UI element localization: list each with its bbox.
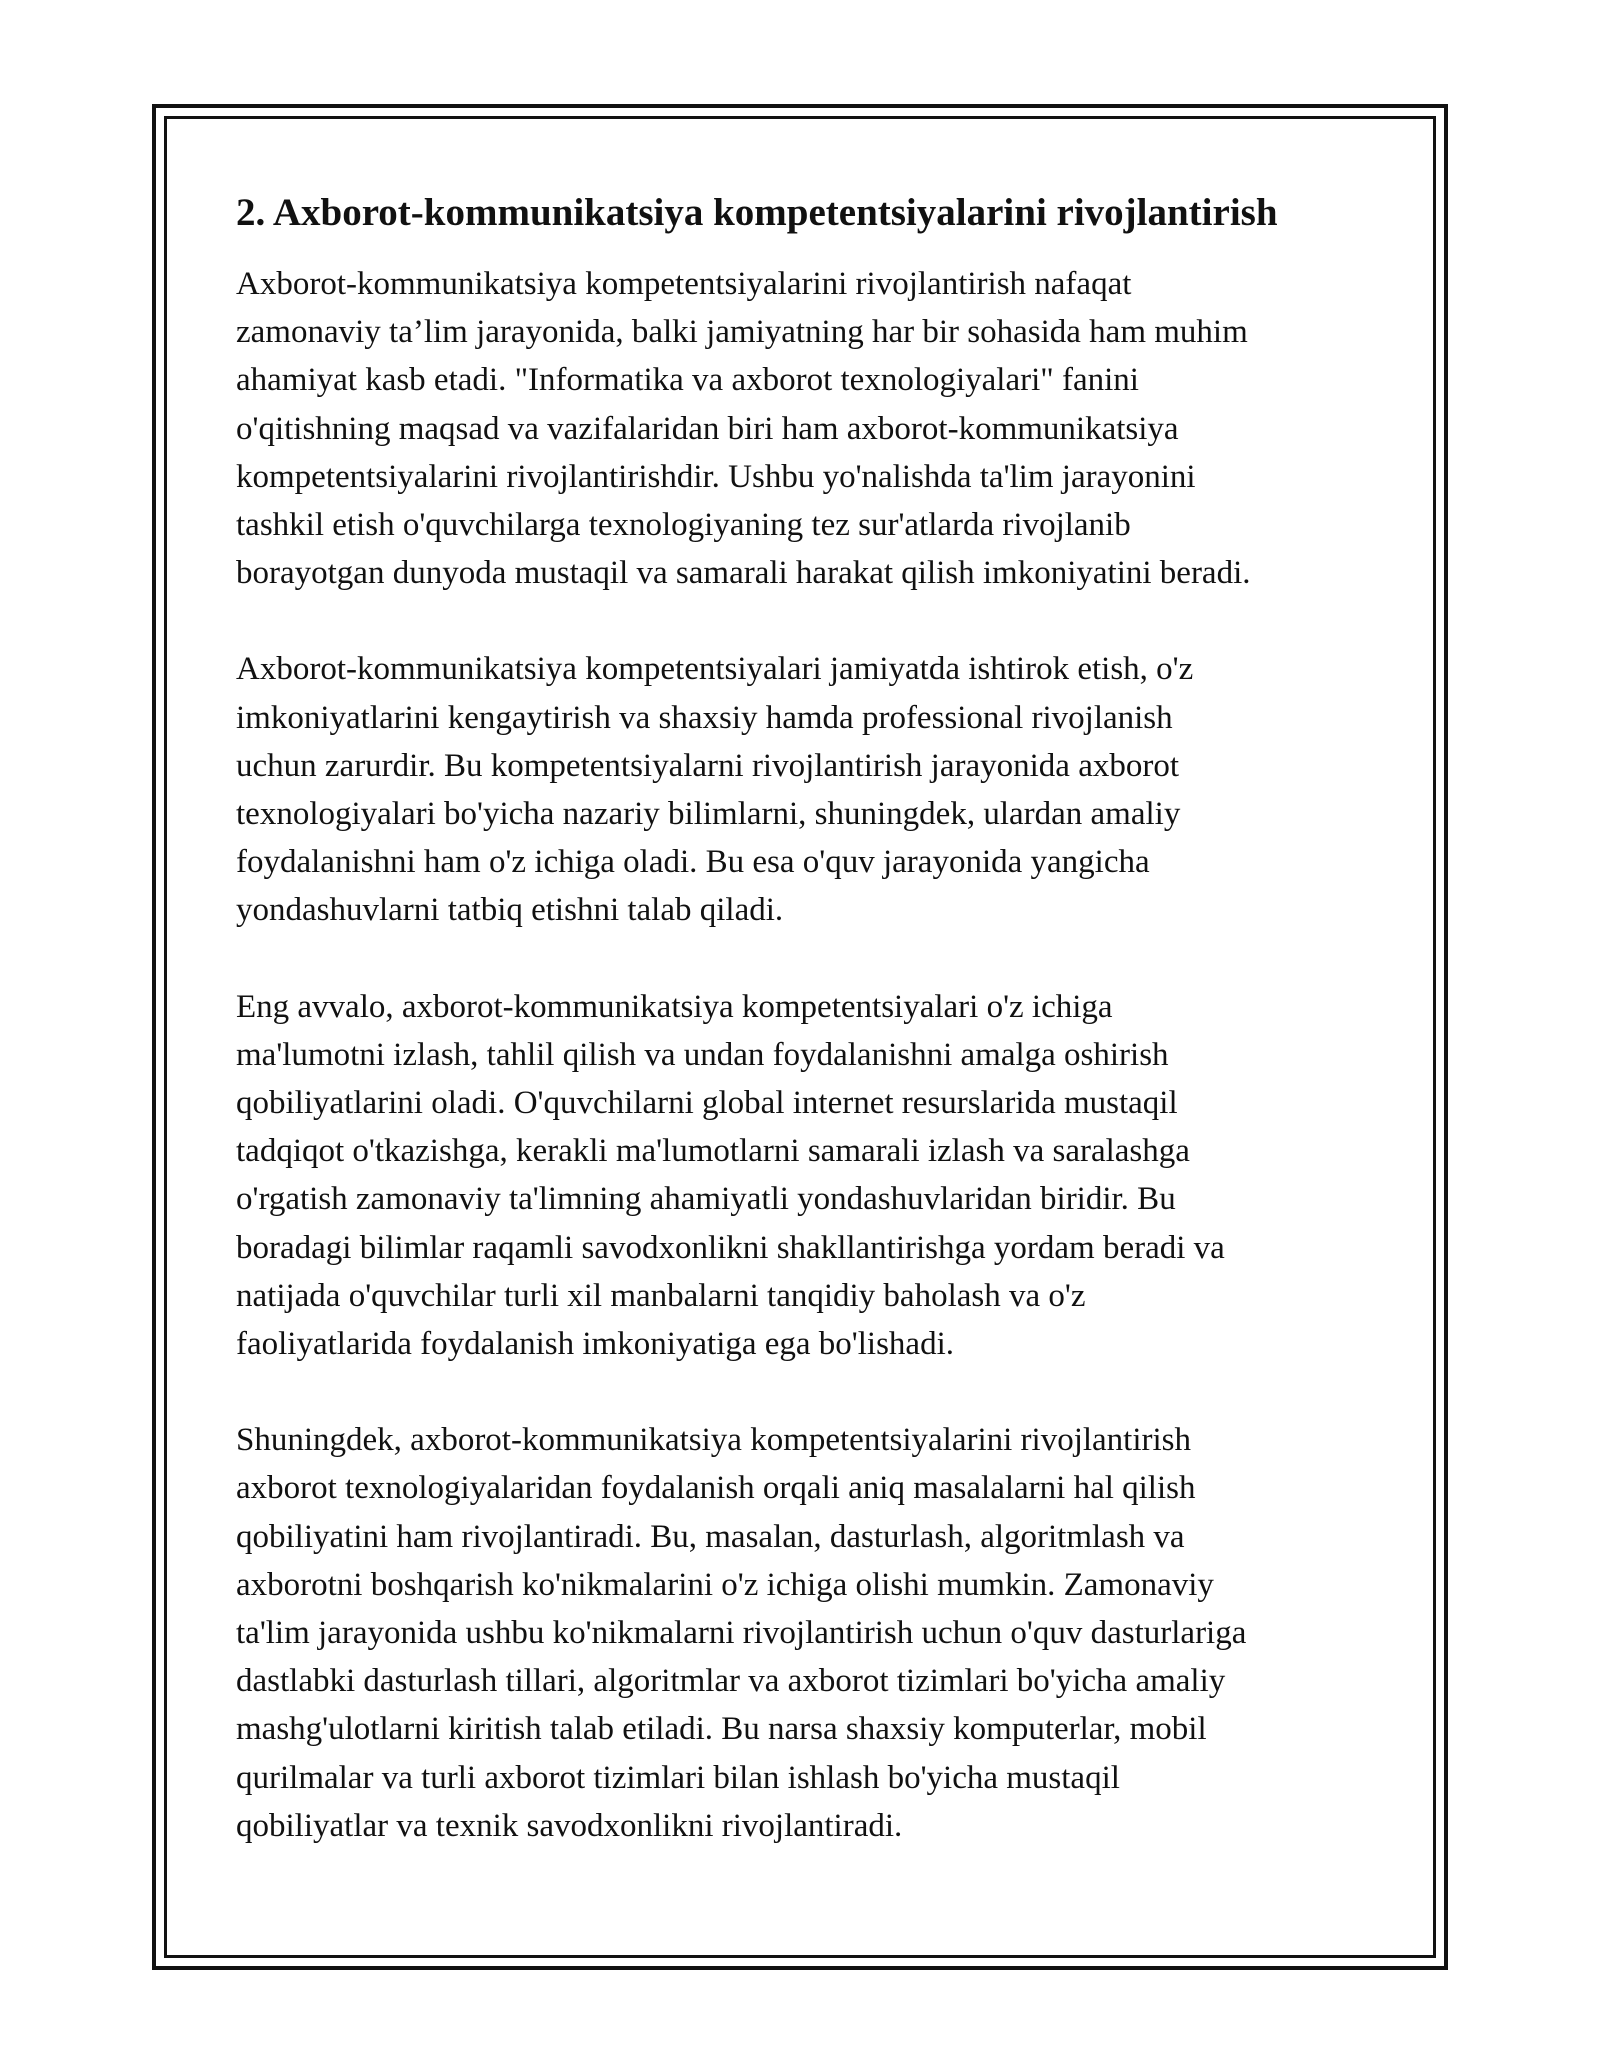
paragraph-line: qobiliyatlar va texnik savodxonlikni rivojlantiradi. xyxy=(236,1807,903,1844)
paragraph-line: qurilmalar va turli axborot tizimlari bilan ishlash bo'yicha mustaqil xyxy=(236,1759,1120,1796)
paragraph-line: boradagi bilimlar raqamli savodxonlikni shakllantirishga yordam beradi va xyxy=(236,1229,1225,1266)
paragraph-line: borayotgan dunyoda mustaqil va samarali harakat qilish imkoniyatini beradi. xyxy=(236,555,1251,592)
document-body xyxy=(236,188,1376,1898)
paragraph-line: Axborot-kommunikatsiya kompetentsiyalarini rivojlantirish nafaqat xyxy=(236,266,1132,302)
paragraph-line: ta'lim jarayonida ushbu ko'nikmalarni rivojlantirish uchun o'quv dasturlariga xyxy=(236,1615,1247,1652)
paragraph-line: ma'lumotni izlash, tahlil qilish va undan foydalanishni amalga oshirish xyxy=(236,1036,1169,1073)
paragraph-line: tashkil etish o'quvchilarga texnologiyaning tez sur'atlarda rivojlanib xyxy=(236,507,1131,544)
paragraph-line: tadqiqot o'tkazishga, kerakli ma'lumotlarni samarali izlash va saralashga xyxy=(236,1133,1190,1170)
paragraph-line: texnologiyalari bo'yicha nazariy bilimlarni, shuningdek, ulardan amaliy xyxy=(236,796,1181,833)
paragraph-line: kompetentsiyalarini rivojlantirishdir. Ushbu yo'nalishda ta'lim jarayonini xyxy=(236,458,1196,495)
paragraph-line: yondashuvlarni tatbiq etishni talab qiladi. xyxy=(236,892,784,929)
paragraph-line: Axborot-kommunikatsiya kompetentsiyalari jamiyatda ishtirok etish, o'z xyxy=(236,651,1194,688)
paragraph-line: Shuningdek, axborot-kommunikatsiya kompetentsiyalarini rivojlantirish xyxy=(236,1422,1192,1459)
section-heading: 2. Axborot-kommunikatsiya kompetentsiyalarini rivojlantirish xyxy=(236,191,1278,234)
paragraph-4 xyxy=(236,1416,1376,1850)
paragraph-line: mashg'ulotlarni kiritish talab etiladi. Bu narsa shaxsiy komputerlar, mobil xyxy=(236,1711,1207,1748)
paragraph-line: ahamiyat kasb etadi. "Informatika va axborot texnologiyalari" fanini xyxy=(236,362,1139,399)
paragraph-line: imkoniyatlarini kengaytirish va shaxsiy hamda professional rivojlanish xyxy=(236,699,1173,736)
paragraph-line: qobiliyatini ham rivojlantiradi. Bu, masalan, dasturlash, algoritmlash va xyxy=(236,1518,1185,1555)
paragraph-line: o'rgatish zamonaviy ta'limning ahamiyatli yondashuvlaridan biridir. Bu xyxy=(236,1181,1176,1218)
paragraph-line: foydalanishni ham o'z ichiga oladi. Bu esa o'quv jarayonida yangicha xyxy=(236,844,1150,881)
paragraph-line: uchun zarurdir. Bu kompetentsiyalarni rivojlantirish jarayonida axborot xyxy=(236,747,1179,784)
paragraph-1 xyxy=(236,260,1376,597)
paragraph-line: Eng avvalo, axborot-kommunikatsiya kompetentsiyalari o'z ichiga xyxy=(236,988,1113,1025)
paragraph-line: axborot texnologiyalaridan foydalanish orqali aniq masalalarni hal qilish xyxy=(236,1470,1196,1507)
paragraph-line: natijada o'quvchilar turli xil manbalarni tanqidiy baholash va o'z xyxy=(236,1277,1086,1314)
paragraph-3 xyxy=(236,983,1376,1369)
paragraph-line: axborotni boshqarish ko'nikmalarini o'z ichiga olishi mumkin. Zamonaviy xyxy=(236,1566,1214,1603)
paragraph-line: qobiliyatlarini oladi. O'quvchilarni global internet resurslarida mustaqil xyxy=(236,1085,1178,1122)
paragraph-line: dastlabki dasturlash tillari, algoritmlar va axborot tizimlari bo'yicha amaliy xyxy=(236,1663,1226,1700)
paragraph-2 xyxy=(236,645,1376,934)
paragraph-line: faoliyatlarida foydalanish imkoniyatiga ega bo'lishadi. xyxy=(236,1326,954,1363)
paragraph-line: zamonaviy ta’lim jarayonida, balki jamiyatning har bir sohasida ham muhim xyxy=(236,314,1248,351)
paragraph-line: o'qitishning maqsad va vazifalaridan biri ham axborot-kommunikatsiya xyxy=(236,410,1179,447)
